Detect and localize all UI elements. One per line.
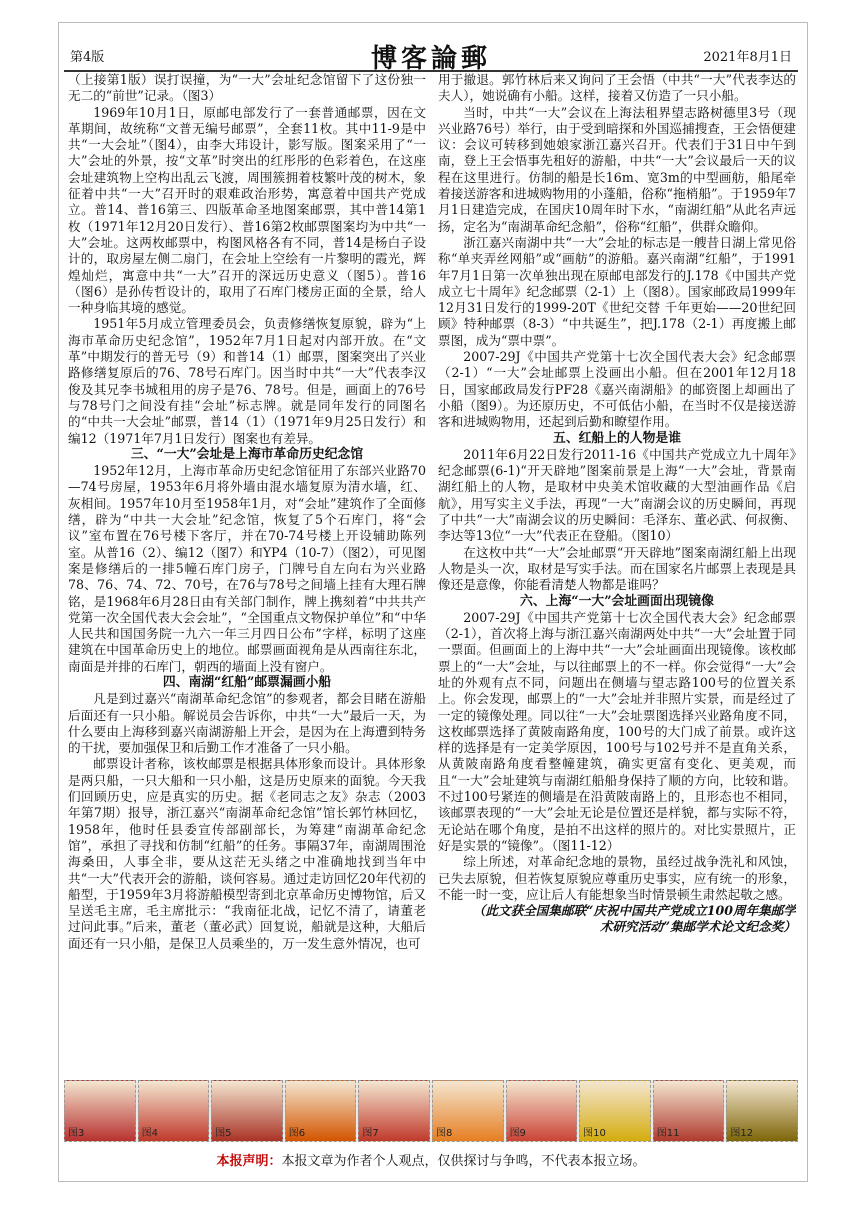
- stamp-strip: [64, 1080, 798, 1142]
- paragraph: 2007-29J《中国共产党第十七次全国代表大会》纪念邮票（2-1）“一大”会址邮票上没画出小船。但在2001年12月18日，国家邮政局发行PF28《嘉兴南湖船》的邮资图上却画出了小船（图9）。为还原历史，不可低估小船，在当时不仅是接送游客和进城购物用，还起到后勤和瞭望作用。: [438, 349, 796, 430]
- stamp-image: [506, 1080, 578, 1142]
- figure-caption: 图3: [68, 1128, 85, 1139]
- paragraph: 在这枚中共“一大”会址邮票“开天辟地”图案南湖红船上出现人物是头一次，取材是写实手法。而在国家名片邮票上表现是具像还是意像，你能看清楚人物都是谁吗？: [438, 544, 796, 593]
- figure-caption: 图11: [656, 1128, 680, 1139]
- figure-caption: 图6: [288, 1128, 306, 1139]
- figure-caption: 图7: [362, 1128, 379, 1139]
- stamp-image: [726, 1080, 798, 1142]
- section-heading: 五、红船上的人物是谁: [553, 430, 681, 446]
- figure-caption: 图12: [730, 1128, 754, 1139]
- page-header: [64, 38, 798, 74]
- paragraph: 2007-29J《中国共产党第十七次全国代表大会》纪念邮票（2-1），首次将上海与浙江嘉兴南湖两处中共“一大”会址置于同一票面。但画面上的上海中共“一大”会址画面出现镜像。该枚邮票上的“一大”会址，与以往邮票上的不一样。你会觉得“一大”会址的外观有点不同，问题出在侧墙与望志路100号的位置关系上。你会发现，邮票上的“一大”会址并非照片实景，而是经过了一定的镜像处理。同以往“一大”会址票图选择兴业路角度不同，这枚邮票选择了黄陂南路角度，100号的大门成了前景。或许这样的选择是有一定美学原因，100号与102号并不是直角关系，从黄陂南路角度看整幢建筑，确实更富有变化、更美观，而且“一大”会址建筑与南湖红船船身保持了顺的方向，比较和谐。不过100号紧连的侧墙是在沿黄陂南路上的，且形态也不相同，该邮票表现的“一大”会址无论是位置还是样貌，都与实际不符，无论站在哪个角度，是拍不出这样的照片的。对比实景照片，正好是实景的“镜像”。（图11-12）: [438, 609, 796, 853]
- issue-date: 2021年8月1日: [703, 50, 792, 65]
- paragraph: 综上所述，对革命纪念地的景物，虽经过战争洗礼和风蚀，已失去原貌，但若恢复原貌应尊重历史事实，应有统一的形象，不能一时一变，应让后人有能想象当时情景顿生肃然起敬之感。: [438, 854, 796, 902]
- stamp-image: [211, 1080, 283, 1142]
- stamp-image: [138, 1080, 210, 1142]
- paragraph: 1952年12月，上海市革命历史纪念馆征用了东部兴业路70—74号房屋，1953年6月将外墙由混水墙复原为清水墙，红、灰相间。1957年10月至1958年1月，对“会址”建筑作了全面修缮，辟为“中共一大会址”纪念馆，恢复了5个石库门，将“会议”室布置在76号楼下客厅，并在70-74号楼上开设辅助陈列室。从普16（2）、编12（图7）和YP4（10-7）（图2），可见图案是修缮后的一排5幢石库门房子，门牌号自左向右为兴业路78、76、74、72、70号，在76与78号之间墙上挂有大理石牌铭，是1968年6月28日由有关部门制作，牌上携刻着“中共共产党第一次全国代表大会会址”，“全国重点文物保护单位”和“中华人民共和国国务院一九六一年三月四日公布”字样，标明了这座建筑在中国革命历史上的地位。邮票画面视角是从西南往东北，南面是并排的石库门，朝西的墙面上没有窗户。: [68, 463, 426, 674]
- masthead-title: 博客論郵: [370, 44, 491, 74]
- stamp-image: [579, 1080, 651, 1142]
- section-heading: 四、南湖“红船”邮票漏画小船: [162, 674, 332, 690]
- figure-caption: 图10: [583, 1128, 606, 1139]
- disclaimer-text: 本报文章为作者个人观点，仅供探讨与争鸣，不代表本报立场。: [281, 1154, 646, 1169]
- paragraph: 邮票设计者称，该枚邮票是根据具体形象而设计。具体形象是两只船，一只大船和一只小船，这是历史原来的面貌。今天我们回顾历史，应是真实的历史。据《老同志之友》杂志（2003年第7期）报导，浙江嘉兴“南湖革命纪念馆”馆长郭竹林回忆，1958年，他时任县委宣传部副部长，为筹建“南湖革命纪念馆”，承担了寻找和仿制“红船”的任务。事隔37年，南湖周围沧海桑田，人事全非，要从这茫无头绪之中准确地找到当年中共“一大”代表开会的游船，谈何容易。通过走访回忆20年代初的船型，于1959年3月将游船模型寄到北京革命历史博物馆，后又呈送毛主席，毛主席批示：“我南征北战，记忆不清了，请董老过问此事。”后来，董老（董必武）回复说，船就是这种，大船后面还有一只小船，是保卫人员乘坐的，万一发生意外情况，也可: [68, 756, 426, 951]
- right-column: [438, 72, 796, 1074]
- figure-caption: 图8: [435, 1128, 453, 1139]
- stamp-image: [64, 1080, 136, 1142]
- left-column: [68, 72, 426, 1074]
- paragraph: （上接第1版）误打误撞，为“一大”会址纪念馆留下了这份独一无二的“前世”记录。（图3）: [68, 72, 426, 104]
- stamp-image: [432, 1080, 504, 1142]
- figure-caption: 图4: [141, 1128, 158, 1139]
- disclaimer-label: 本报声明：: [216, 1154, 282, 1169]
- paragraph: 用于撤退。郭竹林后来又询问了王会悟（中共“一大”代表李达的夫人），她说确有小船。这样，接着又仿造了一只小船。: [438, 72, 796, 104]
- paragraph: 1969年10月1日，原邮电部发行了一套普通邮票，因在文革期间，故统称“文普无编号邮票”，全套11枚。其中11-9是中共“一大会址”（图4），由李大玮设计，影写版。图案采用了“一大”会址的外景，按“文革”时突出的红彤彤的色彩着色，在这座会址建筑物上空构出乱云飞渡，周围簇拥着枝繁叶茂的树木，象征着中共“一大”召开时的艰难政治形势，寓意着中国共产党成立。普14、普16第三、四版革命圣地图案邮票，其中普14第1枚（1971年12月20日发行）、普16第2枚邮票图案均为中共“一大”会址。这两枚邮票中，构图风格各有不同，普14是杨白子设计的，取房屋左侧二扇门，在会址上空绘有一片黎明的霞光，辉煌灿烂，寓意中共“一大”召开的深远历史意义（图5）。普16（图6）是孙传哲设计的，取用了石库门楼房正面的全景，给人一种身临其境的感觉。: [68, 104, 426, 316]
- edition-label: 第4版: [70, 50, 105, 65]
- paragraph: 当时，中共“一大”会议在上海法租界望志路树德里3号（现兴业路76号）举行，由于受到暗探和外国巡捕搜查，王会悟便建议：会议可转移到她娘家浙江嘉兴召开。代表们于31日中午到南，登上王会悟事先租好的游船，中共“一大”会议最后一天的议程在这里进行。仿制的船是长16m、宽3m的中型画舫，船尾牵着接送游客和进城购物用的小蓬船，俗称“拖梢船”。于1959年7月1日建造完成，在国庆10周年时下水，“南湖红船”从此名声远扬，定名为“南湖革命纪念船”，俗称“红船”，供群众瞻仰。: [438, 104, 796, 234]
- figure-caption: 图9: [509, 1128, 526, 1139]
- paragraph: 浙江嘉兴南湖中共“一大”会址的标志是一艘昔日湖上常见俗称“单夹弄丝网船”或“画舫”的游船。嘉兴南湖“红船”，于1991年7月1日第一次单独出现在原邮电部发行的J.178《中国共产党成立七十周年》纪念邮票（2-1）上（图8）。国家邮政局1999年12月31日发行的1999-20T《世纪交替 千年更始——20世纪回顾》特种邮票（8-3）“中共诞生”，把J.178（2-1）再度搬上邮票图，成为“票中票”。: [438, 234, 796, 348]
- article-body: [68, 72, 796, 1074]
- figure-caption: 图5: [215, 1128, 232, 1139]
- section-heading: 三、“一大”会址是上海市革命历史纪念馆: [130, 446, 364, 462]
- paragraph: 凡是到过嘉兴“南湖革命纪念馆”的参观者，都会目睹在游船后面还有一只小船。解说员会告诉你，中共“一大”最后一天，为什么要由上海移到嘉兴南湖游船上开会，是因为在上海遭到特务的干扰，要加强保卫和后勤工作才准备了一只小船。: [68, 691, 426, 756]
- disclaimer: [64, 1150, 798, 1169]
- paragraph: 1951年5月成立管理委员会，负责修缮恢复原貌，辟为“上海市革命历史纪念馆”，1952年7月1日起对内部开放。在“文革”中期发行的普无号（9）和普14（1）邮票，图案突出了兴业路修缮复原后的76、78号石库门。因当时中共“一大”代表李汉俊及其兄李书城租用的房子是76、78号。但是，画面上的76号与78号门之间没有挂“会址”标志牌。就是同年发行的同图名的“中共一大会址”邮票，普14（1）（1971年9月25日发行）和编12（1971年7月1日发行）图案也有差异。: [68, 316, 426, 446]
- section-heading: 六、上海“一大”会址画面出现镜像: [520, 593, 714, 609]
- paragraph: 2011年6月22日发行2011-16《中国共产党成立九十周年》纪念邮票(6-1)“开天辟地”图案前景是上海“一大”会址，背景南湖红船上的人物，是取材中央美术馆收藏的大型油画作品《启航》，用写实主义手法，再现“一大”南湖会议的历史瞬间，再现了中共“一大”南湖会议的历史瞬间：毛泽东、董必武、何叔衡、李达等13位“一大”代表正在登船。（图10）: [438, 446, 796, 544]
- stamp-image: [653, 1080, 725, 1142]
- stamp-image: [358, 1080, 430, 1142]
- award-note: （此文获全国集邮联“庆祝中国共产党成立100周年集邮学术研究活动”集邮学术论文纪念奖）: [472, 903, 796, 935]
- stamp-image: [285, 1080, 357, 1142]
